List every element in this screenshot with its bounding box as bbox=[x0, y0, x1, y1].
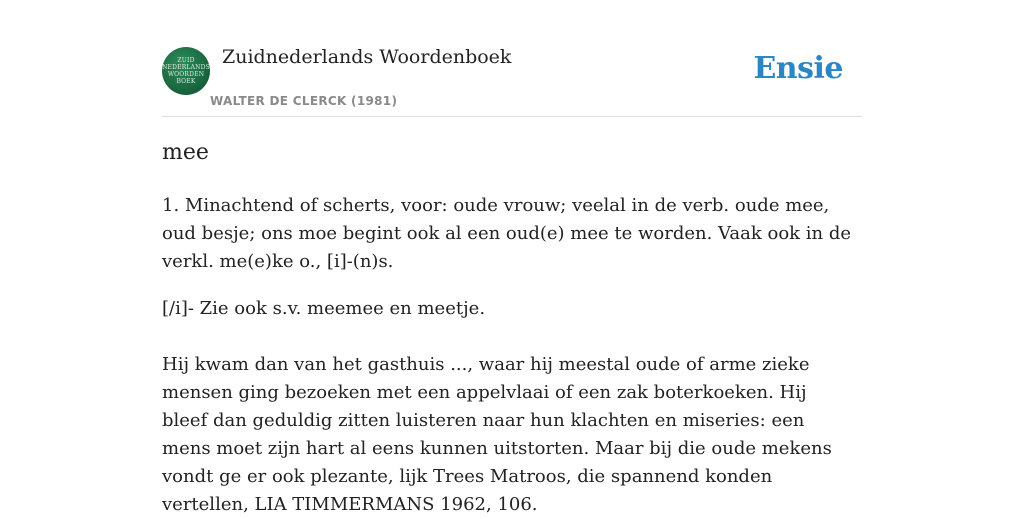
logo-line-4: BOEK bbox=[176, 78, 196, 85]
dictionary-title[interactable]: Zuidnederlands Woordenboek bbox=[222, 46, 512, 68]
logo-line-2: NEDERLANDS bbox=[162, 64, 210, 71]
dictionary-logo[interactable] bbox=[162, 47, 210, 95]
entry-quote: Hij kwam dan van het gasthuis ..., waar hij meestal oude of arme zieke mensen ging bezoeken met een appelvlaai of een zak boterkoeken. Hij bleef dan geduldig zitten luisteren naar hun klachten en miseries: een mens moet zijn hart al eens kunnen uitstorten. Maar bij die oude mekens vondt ge er ook plezante, lijk Trees Matroos, die spannend konden vertellen, LIA TIMMERMANS 1962, 106. bbox=[162, 354, 832, 515]
page-container bbox=[162, 0, 862, 515]
logo-line-3: WOORDEN bbox=[167, 71, 205, 78]
ensie-logo[interactable]: Ensie bbox=[753, 51, 843, 86]
dictionary-author: WALTER DE CLERCK (1981) bbox=[210, 94, 398, 108]
logo-line-1: ZUID bbox=[177, 57, 195, 64]
entry-headword: mee bbox=[162, 140, 209, 165]
entry-see-also: [/i]- Zie ook s.v. meemee en meetje. bbox=[162, 298, 486, 319]
dictionary-header bbox=[162, 0, 862, 117]
entry-definition: 1. Minachtend of scherts, voor: oude vrouw; veelal in de verb. oude mee, oud besje; ons moe begint ook al een oud(e) mee te worden. Vaak ook in de verkl. me(e)ke o., [i]-(n)s. bbox=[162, 195, 852, 272]
